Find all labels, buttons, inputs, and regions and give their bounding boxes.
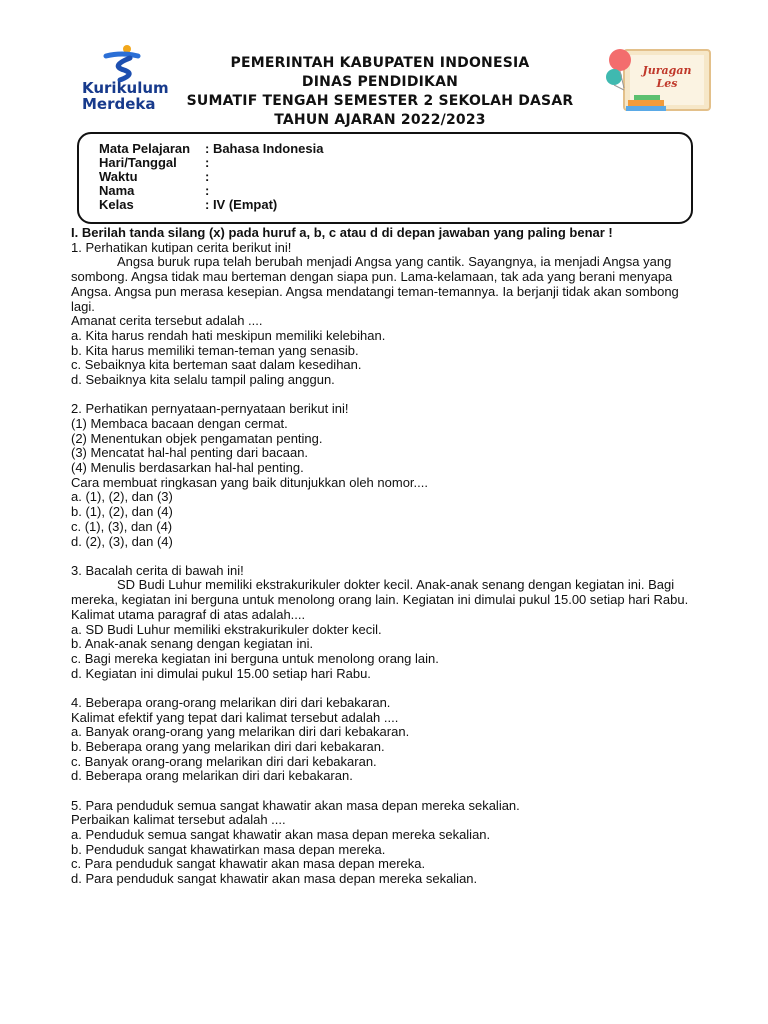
student-info-box bbox=[77, 132, 693, 224]
exam-content bbox=[71, 226, 701, 887]
info-label: Hari/Tanggal bbox=[99, 155, 177, 170]
question-3-option: b. Anak-anak senang dengan kegiatan ini. bbox=[71, 636, 314, 652]
instruction: I. Berilah tanda silang (x) pada huruf a, b, c atau d di depan jawaban yang paling benar ! bbox=[71, 225, 613, 240]
question-1-passage: Angsa buruk rupa telah berubah menjadi Angsa yang cantik. Sayangnya, ia menjadi Angsa yang sombong. Angsa tidak mau berteman dengan siapa pun. Lama-kelamaan, tak ada yang berani menyapa Angsa. Angsa pun merasa kesepian. Angsa mendatangi teman-temannya. Ia berjanji tidak akan sombong lagi. bbox=[71, 254, 679, 314]
header-line-4: TAHUN AJARAN 2022/2023 bbox=[274, 112, 486, 128]
question-3-option: a. SD Budi Luhur memiliki ekstrakurikuler dokter kecil. bbox=[71, 621, 382, 637]
info-label: Waktu bbox=[99, 169, 138, 184]
info-value: : bbox=[205, 169, 210, 184]
info-value: : bbox=[205, 183, 210, 198]
question-3-question: Kalimat utama paragraf di atas adalah.... bbox=[71, 606, 306, 622]
question-2-statement: (1) Membaca bacaan dengan cermat. bbox=[71, 415, 288, 431]
info-value: : Bahasa Indonesia bbox=[205, 141, 324, 156]
question-5-option: a. Penduduk semua sangat khawatir akan masa depan mereka sekalian. bbox=[71, 827, 491, 843]
question-4-prompt: 4. Beberapa orang-orang melarikan diri dari kebakaran. bbox=[71, 694, 391, 710]
spacer bbox=[71, 681, 701, 696]
question-5-option: c. Para penduduk sangat khawatir akan masa depan mereka. bbox=[71, 856, 426, 872]
info-value: : IV (Empat) bbox=[205, 197, 278, 212]
juragan-les-logo bbox=[606, 44, 714, 116]
question-2-option: b. (1), (2), dan (4) bbox=[71, 504, 173, 520]
question-4-option: b. Beberapa orang yang melarikan diri dari kebakaran. bbox=[71, 739, 385, 754]
logo-text-line1: Kurikulum bbox=[82, 79, 169, 97]
question-5-question: Perbaikan kalimat tersebut adalah .... bbox=[71, 812, 286, 828]
question-2-statement: (3) Mencatat hal-hal penting dari bacaan. bbox=[71, 445, 309, 461]
question-4-option: c. Banyak orang-orang melarikan diri dari kebakaran. bbox=[71, 753, 377, 769]
spacer bbox=[71, 388, 701, 403]
question-4-option: d. Beberapa orang melarikan diri dari kebakaran. bbox=[71, 768, 353, 784]
question-3-option: c. Bagi mereka kegiatan ini berguna untuk menolong orang lain. bbox=[71, 650, 439, 666]
question-1-option: a. Kita harus rendah hati meskipun memiliki kelebihan. bbox=[71, 327, 386, 343]
info-label: Mata Pelajaran bbox=[99, 141, 191, 156]
question-2-option: a. (1), (2), dan (3) bbox=[71, 489, 173, 505]
header-line-1: PEMERINTAH KABUPATEN INDONESIA bbox=[230, 55, 530, 71]
question-1-prompt: 1. Perhatikan kutipan cerita berikut ini! bbox=[71, 239, 292, 255]
logo-right-text-line1: Juragan bbox=[642, 64, 692, 77]
question-2-option: c. (1), (3), dan (4) bbox=[71, 518, 173, 534]
question-1-question: Amanat cerita tersebut adalah .... bbox=[71, 313, 263, 329]
document-header bbox=[150, 54, 610, 130]
spacer bbox=[71, 784, 701, 799]
info-value: : bbox=[205, 155, 210, 170]
question-1-option: c. Sebaiknya kita berteman saat dalam kesedihan. bbox=[71, 357, 362, 373]
logo-right-text-line2: Les bbox=[656, 77, 678, 90]
question-3-passage: SD Budi Luhur memiliki ekstrakurikuler dokter kecil. Anak-anak senang dengan kegiatan ini. Bagi mereka, kegiatan ini berguna untuk menolong orang lain. Kegiatan ini dimulai pukul 15.00 setiap hari Rabu. bbox=[71, 577, 689, 608]
question-1-option: b. Kita harus memiliki teman-teman yang senasib. bbox=[71, 342, 359, 358]
info-label: Kelas bbox=[99, 197, 134, 212]
question-3-option: d. Kegiatan ini dimulai pukul 15.00 setiap hari Rabu. bbox=[71, 665, 371, 681]
question-2-statement: (2) Menentukan objek pengamatan penting. bbox=[71, 430, 323, 446]
question-5-option: b. Penduduk sangat khawatirkan masa depan mereka. bbox=[71, 841, 386, 857]
question-1-option: d. Sebaiknya kita selalu tampil paling anggun. bbox=[71, 372, 335, 388]
question-2-option: d. (2), (3), dan (4) bbox=[71, 533, 173, 549]
question-2-statement: (4) Menulis berdasarkan hal-hal penting. bbox=[71, 460, 304, 476]
question-5-option: d. Para penduduk sangat khawatir akan masa depan mereka sekalian. bbox=[71, 871, 478, 887]
kurikulum-merdeka-emblem-icon bbox=[100, 44, 146, 82]
logo-right-text bbox=[630, 64, 704, 90]
question-5-prompt: 5. Para penduduk semua sangat khawatir akan masa depan mereka sekalian. bbox=[71, 797, 520, 813]
question-2-question: Cara membuat ringkasan yang baik ditunjukkan oleh nomor.... bbox=[71, 474, 428, 490]
header-line-3: SUMATIF TENGAH SEMESTER 2 SEKOLAH DASAR bbox=[186, 93, 574, 109]
question-4-question: Kalimat efektif yang tepat dari kalimat tersebut adalah .... bbox=[71, 709, 399, 725]
spacer bbox=[71, 549, 701, 564]
info-label: Nama bbox=[99, 183, 135, 198]
header-line-2: DINAS PENDIDIKAN bbox=[301, 74, 459, 90]
question-3-prompt: 3. Bacalah cerita di bawah ini! bbox=[71, 562, 244, 578]
logo-text-line2: Merdeka bbox=[82, 95, 156, 113]
question-2-prompt: 2. Perhatikan pernyataan-pernyataan berikut ini! bbox=[71, 401, 349, 417]
question-4-option: a. Banyak orang-orang yang melarikan diri dari kebakaran. bbox=[71, 724, 410, 740]
